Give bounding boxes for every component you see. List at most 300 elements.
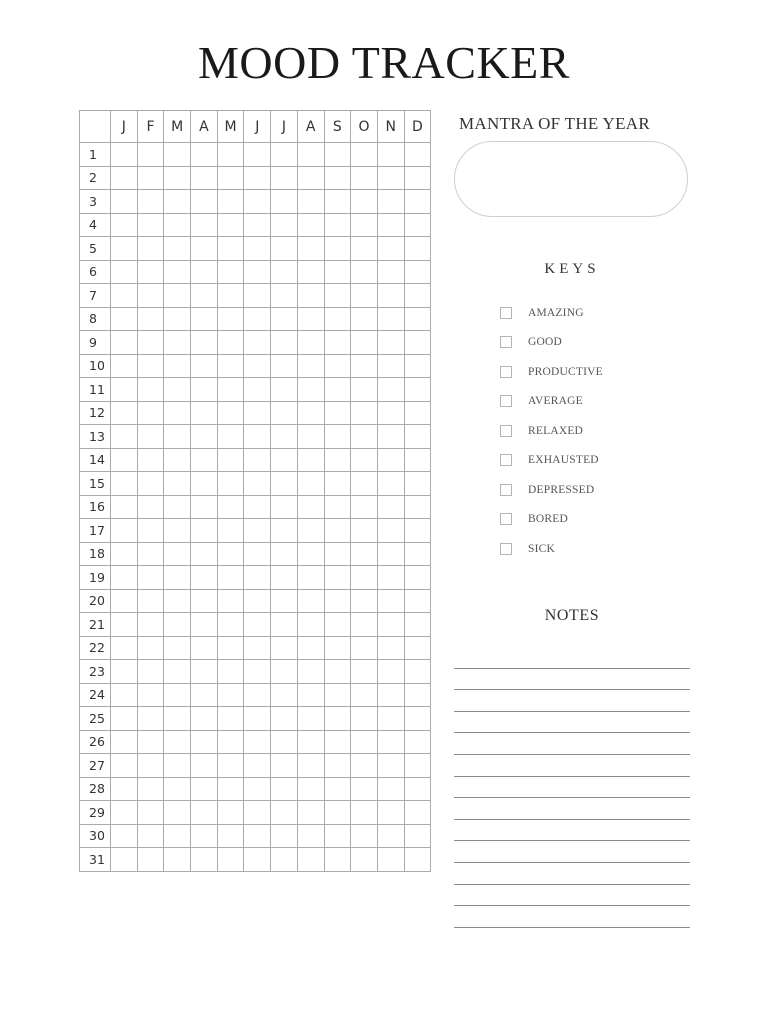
mood-cell[interactable] (244, 542, 271, 566)
mood-cell[interactable] (137, 472, 164, 496)
key-checkbox[interactable] (500, 307, 512, 319)
mood-cell[interactable] (351, 495, 378, 519)
mood-cell[interactable] (377, 613, 404, 637)
mood-cell[interactable] (191, 495, 218, 519)
mood-cell[interactable] (137, 401, 164, 425)
mood-cell[interactable] (324, 237, 351, 261)
mood-cell[interactable] (191, 401, 218, 425)
note-line[interactable] (454, 690, 690, 712)
mood-cell[interactable] (377, 848, 404, 872)
mood-cell[interactable] (217, 378, 244, 402)
mood-cell[interactable] (244, 190, 271, 214)
mood-cell[interactable] (324, 777, 351, 801)
mood-cell[interactable] (297, 824, 324, 848)
mood-cell[interactable] (271, 566, 298, 590)
mood-cell[interactable] (137, 754, 164, 778)
mood-cell[interactable] (297, 284, 324, 308)
mood-cell[interactable] (111, 260, 138, 284)
mood-cell[interactable] (404, 331, 431, 355)
mood-cell[interactable] (244, 448, 271, 472)
mood-cell[interactable] (244, 824, 271, 848)
mantra-box[interactable] (454, 141, 688, 217)
mood-cell[interactable] (271, 636, 298, 660)
mood-cell[interactable] (351, 448, 378, 472)
mood-cell[interactable] (351, 213, 378, 237)
mood-cell[interactable] (244, 378, 271, 402)
mood-cell[interactable] (217, 425, 244, 449)
mood-cell[interactable] (377, 307, 404, 331)
mood-cell[interactable] (351, 378, 378, 402)
mood-cell[interactable] (271, 213, 298, 237)
mood-cell[interactable] (297, 613, 324, 637)
mood-cell[interactable] (404, 848, 431, 872)
mood-cell[interactable] (377, 143, 404, 167)
mood-cell[interactable] (137, 660, 164, 684)
mood-cell[interactable] (164, 190, 191, 214)
mood-cell[interactable] (137, 589, 164, 613)
mood-cell[interactable] (217, 401, 244, 425)
mood-cell[interactable] (404, 472, 431, 496)
mood-cell[interactable] (217, 824, 244, 848)
mood-cell[interactable] (137, 166, 164, 190)
mood-cell[interactable] (324, 519, 351, 543)
mood-cell[interactable] (164, 213, 191, 237)
mood-cell[interactable] (164, 519, 191, 543)
mood-cell[interactable] (404, 213, 431, 237)
mood-cell[interactable] (377, 448, 404, 472)
mood-cell[interactable] (324, 354, 351, 378)
mood-cell[interactable] (164, 331, 191, 355)
mood-cell[interactable] (137, 260, 164, 284)
mood-cell[interactable] (271, 542, 298, 566)
mood-cell[interactable] (164, 636, 191, 660)
mood-cell[interactable] (164, 472, 191, 496)
note-line[interactable] (454, 712, 690, 734)
mood-cell[interactable] (244, 166, 271, 190)
mood-cell[interactable] (324, 378, 351, 402)
mood-cell[interactable] (244, 495, 271, 519)
mood-cell[interactable] (324, 848, 351, 872)
mood-cell[interactable] (191, 260, 218, 284)
mood-cell[interactable] (351, 401, 378, 425)
mood-cell[interactable] (271, 307, 298, 331)
mood-cell[interactable] (111, 848, 138, 872)
mood-cell[interactable] (111, 824, 138, 848)
mood-cell[interactable] (297, 589, 324, 613)
mood-cell[interactable] (324, 495, 351, 519)
mood-cell[interactable] (377, 166, 404, 190)
mood-cell[interactable] (297, 307, 324, 331)
mood-cell[interactable] (324, 166, 351, 190)
mood-cell[interactable] (404, 425, 431, 449)
mood-cell[interactable] (297, 707, 324, 731)
mood-cell[interactable] (111, 542, 138, 566)
mood-cell[interactable] (404, 660, 431, 684)
mood-cell[interactable] (297, 260, 324, 284)
mood-cell[interactable] (297, 636, 324, 660)
mood-cell[interactable] (111, 166, 138, 190)
mood-cell[interactable] (351, 519, 378, 543)
key-checkbox[interactable] (500, 425, 512, 437)
mood-cell[interactable] (351, 260, 378, 284)
mood-cell[interactable] (217, 307, 244, 331)
mood-cell[interactable] (351, 801, 378, 825)
mood-cell[interactable] (217, 660, 244, 684)
mood-cell[interactable] (164, 237, 191, 261)
mood-cell[interactable] (324, 801, 351, 825)
mood-cell[interactable] (191, 848, 218, 872)
mood-cell[interactable] (137, 683, 164, 707)
mood-cell[interactable] (351, 542, 378, 566)
mood-cell[interactable] (217, 190, 244, 214)
mood-cell[interactable] (351, 754, 378, 778)
key-checkbox[interactable] (500, 336, 512, 348)
mood-cell[interactable] (351, 354, 378, 378)
mood-cell[interactable] (297, 425, 324, 449)
mood-cell[interactable] (404, 378, 431, 402)
mood-cell[interactable] (217, 284, 244, 308)
mood-cell[interactable] (351, 425, 378, 449)
mood-cell[interactable] (377, 824, 404, 848)
mood-cell[interactable] (217, 143, 244, 167)
mood-cell[interactable] (297, 190, 324, 214)
mood-cell[interactable] (324, 143, 351, 167)
mood-cell[interactable] (164, 801, 191, 825)
mood-cell[interactable] (137, 566, 164, 590)
mood-cell[interactable] (111, 566, 138, 590)
mood-cell[interactable] (271, 284, 298, 308)
key-checkbox[interactable] (500, 454, 512, 466)
key-checkbox[interactable] (500, 395, 512, 407)
mood-cell[interactable] (217, 730, 244, 754)
note-line[interactable] (454, 647, 690, 669)
mood-cell[interactable] (404, 683, 431, 707)
mood-cell[interactable] (324, 472, 351, 496)
mood-cell[interactable] (377, 401, 404, 425)
mood-cell[interactable] (244, 566, 271, 590)
mood-cell[interactable] (404, 143, 431, 167)
mood-cell[interactable] (404, 542, 431, 566)
mood-cell[interactable] (191, 307, 218, 331)
mood-cell[interactable] (271, 613, 298, 637)
mood-cell[interactable] (351, 237, 378, 261)
mood-cell[interactable] (404, 448, 431, 472)
mood-cell[interactable] (404, 566, 431, 590)
mood-cell[interactable] (137, 824, 164, 848)
mood-cell[interactable] (377, 730, 404, 754)
mood-cell[interactable] (404, 401, 431, 425)
mood-cell[interactable] (217, 801, 244, 825)
mood-cell[interactable] (191, 613, 218, 637)
note-line[interactable] (454, 841, 690, 863)
mood-cell[interactable] (164, 495, 191, 519)
mood-cell[interactable] (297, 378, 324, 402)
mood-cell[interactable] (111, 143, 138, 167)
mood-cell[interactable] (297, 566, 324, 590)
mood-cell[interactable] (377, 589, 404, 613)
mood-cell[interactable] (324, 190, 351, 214)
mood-cell[interactable] (324, 448, 351, 472)
key-checkbox[interactable] (500, 484, 512, 496)
mood-cell[interactable] (217, 237, 244, 261)
mood-cell[interactable] (111, 284, 138, 308)
mood-cell[interactable] (351, 331, 378, 355)
mood-cell[interactable] (111, 589, 138, 613)
mood-cell[interactable] (111, 213, 138, 237)
mood-cell[interactable] (297, 213, 324, 237)
mood-cell[interactable] (164, 566, 191, 590)
mood-cell[interactable] (217, 777, 244, 801)
mood-cell[interactable] (191, 777, 218, 801)
mood-cell[interactable] (137, 801, 164, 825)
mood-cell[interactable] (217, 213, 244, 237)
mood-cell[interactable] (404, 166, 431, 190)
mood-cell[interactable] (351, 472, 378, 496)
mood-cell[interactable] (377, 213, 404, 237)
mood-cell[interactable] (191, 683, 218, 707)
mood-cell[interactable] (351, 284, 378, 308)
mood-cell[interactable] (351, 777, 378, 801)
mood-cell[interactable] (297, 660, 324, 684)
mood-cell[interactable] (217, 613, 244, 637)
mood-cell[interactable] (137, 495, 164, 519)
mood-cell[interactable] (164, 542, 191, 566)
mood-cell[interactable] (191, 448, 218, 472)
mood-cell[interactable] (297, 401, 324, 425)
mood-cell[interactable] (351, 566, 378, 590)
mood-cell[interactable] (351, 683, 378, 707)
mood-cell[interactable] (137, 848, 164, 872)
mood-cell[interactable] (377, 777, 404, 801)
mood-cell[interactable] (111, 613, 138, 637)
mood-cell[interactable] (297, 730, 324, 754)
mood-cell[interactable] (271, 354, 298, 378)
mood-cell[interactable] (191, 284, 218, 308)
mood-cell[interactable] (137, 730, 164, 754)
mood-cell[interactable] (137, 425, 164, 449)
mood-cell[interactable] (217, 331, 244, 355)
mood-cell[interactable] (244, 143, 271, 167)
mood-cell[interactable] (244, 331, 271, 355)
mood-cell[interactable] (164, 754, 191, 778)
mood-cell[interactable] (111, 354, 138, 378)
mood-cell[interactable] (404, 519, 431, 543)
mood-cell[interactable] (217, 542, 244, 566)
mood-cell[interactable] (377, 519, 404, 543)
mood-cell[interactable] (244, 213, 271, 237)
key-checkbox[interactable] (500, 543, 512, 555)
mood-cell[interactable] (351, 636, 378, 660)
mood-cell[interactable] (164, 824, 191, 848)
note-line[interactable] (454, 669, 690, 691)
mood-cell[interactable] (191, 542, 218, 566)
mood-cell[interactable] (297, 683, 324, 707)
mood-cell[interactable] (377, 378, 404, 402)
mood-cell[interactable] (271, 401, 298, 425)
mood-cell[interactable] (164, 354, 191, 378)
mood-cell[interactable] (111, 425, 138, 449)
mood-cell[interactable] (404, 190, 431, 214)
mood-cell[interactable] (191, 190, 218, 214)
mood-cell[interactable] (164, 707, 191, 731)
mood-cell[interactable] (404, 284, 431, 308)
mood-cell[interactable] (217, 472, 244, 496)
mood-cell[interactable] (404, 307, 431, 331)
mood-cell[interactable] (244, 730, 271, 754)
mood-cell[interactable] (111, 754, 138, 778)
mood-cell[interactable] (191, 237, 218, 261)
mood-cell[interactable] (324, 683, 351, 707)
mood-cell[interactable] (137, 354, 164, 378)
mood-cell[interactable] (244, 354, 271, 378)
mood-cell[interactable] (244, 777, 271, 801)
mood-cell[interactable] (297, 519, 324, 543)
mood-cell[interactable] (191, 636, 218, 660)
mood-cell[interactable] (324, 660, 351, 684)
mood-cell[interactable] (244, 660, 271, 684)
mood-cell[interactable] (297, 237, 324, 261)
mood-cell[interactable] (137, 213, 164, 237)
note-line[interactable] (454, 906, 690, 928)
mood-cell[interactable] (217, 354, 244, 378)
mood-cell[interactable] (351, 848, 378, 872)
mood-cell[interactable] (377, 472, 404, 496)
mood-cell[interactable] (111, 683, 138, 707)
mood-cell[interactable] (404, 801, 431, 825)
mood-cell[interactable] (244, 801, 271, 825)
mood-cell[interactable] (137, 378, 164, 402)
mood-cell[interactable] (271, 707, 298, 731)
mood-cell[interactable] (297, 801, 324, 825)
note-line[interactable] (454, 733, 690, 755)
mood-cell[interactable] (191, 354, 218, 378)
mood-cell[interactable] (164, 378, 191, 402)
mood-cell[interactable] (351, 730, 378, 754)
mood-cell[interactable] (217, 589, 244, 613)
mood-cell[interactable] (191, 707, 218, 731)
mood-cell[interactable] (164, 448, 191, 472)
mood-cell[interactable] (191, 660, 218, 684)
mood-cell[interactable] (351, 589, 378, 613)
mood-cell[interactable] (164, 777, 191, 801)
mood-cell[interactable] (271, 730, 298, 754)
mood-cell[interactable] (111, 730, 138, 754)
mood-cell[interactable] (404, 777, 431, 801)
mood-cell[interactable] (324, 401, 351, 425)
mood-cell[interactable] (217, 566, 244, 590)
mood-cell[interactable] (271, 166, 298, 190)
mood-cell[interactable] (271, 143, 298, 167)
mood-cell[interactable] (351, 707, 378, 731)
mood-cell[interactable] (404, 824, 431, 848)
mood-cell[interactable] (111, 307, 138, 331)
mood-cell[interactable] (217, 166, 244, 190)
mood-cell[interactable] (217, 754, 244, 778)
mood-cell[interactable] (351, 166, 378, 190)
mood-cell[interactable] (111, 401, 138, 425)
mood-cell[interactable] (137, 707, 164, 731)
mood-cell[interactable] (351, 143, 378, 167)
mood-cell[interactable] (164, 401, 191, 425)
mood-cell[interactable] (377, 636, 404, 660)
mood-cell[interactable] (404, 260, 431, 284)
mood-cell[interactable] (404, 354, 431, 378)
mood-cell[interactable] (297, 166, 324, 190)
mood-cell[interactable] (191, 589, 218, 613)
mood-cell[interactable] (111, 378, 138, 402)
mood-cell[interactable] (351, 824, 378, 848)
mood-cell[interactable] (244, 401, 271, 425)
mood-cell[interactable] (111, 707, 138, 731)
mood-cell[interactable] (297, 777, 324, 801)
mood-cell[interactable] (111, 636, 138, 660)
mood-cell[interactable] (164, 425, 191, 449)
mood-cell[interactable] (244, 519, 271, 543)
mood-cell[interactable] (271, 589, 298, 613)
mood-cell[interactable] (137, 636, 164, 660)
mood-cell[interactable] (377, 331, 404, 355)
mood-cell[interactable] (191, 801, 218, 825)
mood-cell[interactable] (137, 613, 164, 637)
mood-cell[interactable] (377, 237, 404, 261)
mood-cell[interactable] (271, 519, 298, 543)
mood-cell[interactable] (324, 589, 351, 613)
mood-cell[interactable] (324, 754, 351, 778)
mood-cell[interactable] (324, 425, 351, 449)
mood-cell[interactable] (404, 589, 431, 613)
mood-cell[interactable] (271, 378, 298, 402)
mood-cell[interactable] (324, 707, 351, 731)
mood-cell[interactable] (244, 683, 271, 707)
mood-cell[interactable] (271, 660, 298, 684)
note-line[interactable] (454, 820, 690, 842)
mood-cell[interactable] (404, 707, 431, 731)
mood-cell[interactable] (217, 707, 244, 731)
mood-cell[interactable] (111, 190, 138, 214)
mood-cell[interactable] (404, 754, 431, 778)
mood-cell[interactable] (164, 284, 191, 308)
mood-cell[interactable] (271, 848, 298, 872)
mood-cell[interactable] (377, 425, 404, 449)
mood-cell[interactable] (324, 260, 351, 284)
note-line[interactable] (454, 777, 690, 799)
mood-cell[interactable] (297, 472, 324, 496)
mood-cell[interactable] (191, 824, 218, 848)
mood-cell[interactable] (377, 683, 404, 707)
mood-cell[interactable] (217, 519, 244, 543)
mood-cell[interactable] (217, 260, 244, 284)
mood-cell[interactable] (377, 660, 404, 684)
mood-cell[interactable] (164, 848, 191, 872)
mood-cell[interactable] (164, 730, 191, 754)
note-line[interactable] (454, 863, 690, 885)
note-line[interactable] (454, 885, 690, 907)
mood-cell[interactable] (404, 636, 431, 660)
mood-cell[interactable] (244, 307, 271, 331)
mood-cell[interactable] (137, 542, 164, 566)
mood-cell[interactable] (324, 824, 351, 848)
mood-cell[interactable] (271, 425, 298, 449)
mood-cell[interactable] (217, 495, 244, 519)
mood-cell[interactable] (297, 848, 324, 872)
mood-cell[interactable] (244, 472, 271, 496)
mood-cell[interactable] (137, 307, 164, 331)
mood-cell[interactable] (271, 331, 298, 355)
mood-cell[interactable] (271, 683, 298, 707)
mood-cell[interactable] (377, 754, 404, 778)
mood-cell[interactable] (377, 495, 404, 519)
mood-cell[interactable] (191, 425, 218, 449)
